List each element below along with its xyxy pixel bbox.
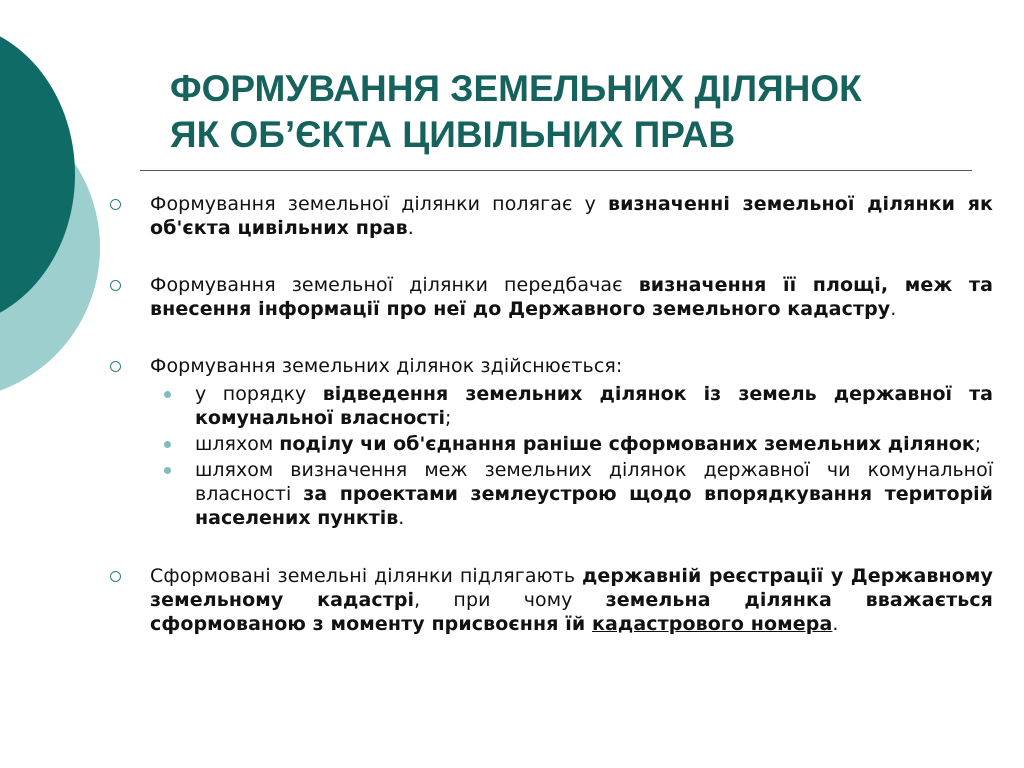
circle-bullet-icon bbox=[110, 361, 121, 372]
sub-bullet-item-3-bold: за проектами землеустрою щодо впорядкування територій населених пунктів bbox=[195, 483, 993, 529]
dot-bullet-icon bbox=[164, 467, 171, 474]
bullet-item-4-text: Сформовані земельні ділянки підлягають bbox=[150, 565, 582, 587]
dot-bullet-icon bbox=[164, 391, 171, 398]
dot-bullet-icon bbox=[164, 441, 171, 448]
circle-bullet-icon bbox=[110, 571, 121, 582]
bullet-item-1-text: Формування земельної ділянки полягає у bbox=[150, 193, 608, 215]
bullet-item-4-text-2: , при чому bbox=[414, 589, 606, 611]
sub-bullet-item-2 bbox=[195, 432, 993, 456]
circle-bullet-icon bbox=[110, 199, 121, 210]
bullet-item-3 bbox=[150, 354, 993, 378]
sub-bullet-item-1-end: ; bbox=[445, 407, 452, 429]
bullet-item-2-text: Формування земельної ділянки передбачає bbox=[150, 274, 639, 296]
bullet-item-3-text: Формування земельних ділянок здійснюється: bbox=[150, 355, 623, 377]
sub-bullet-item-1-bold: відведення земельних ділянок із земель державної та комунальної власності bbox=[195, 383, 994, 429]
sub-bullet-item-3 bbox=[195, 458, 993, 530]
sub-bullet-list bbox=[195, 382, 993, 530]
slide-title-line-1: ФОРМУВАННЯ ЗЕМЕЛЬНИХ ДІЛЯНОК bbox=[170, 68, 862, 109]
sub-bullet-item-3-text: шляхом визначення меж земельних ділянок державної чи комунальної власності bbox=[195, 459, 993, 505]
sub-bullet-item-2-end: ; bbox=[974, 433, 982, 455]
sub-bullet-item-1 bbox=[195, 382, 993, 430]
bullet-item-4-end: . bbox=[832, 613, 839, 635]
sub-bullet-item-2-text: шляхом bbox=[195, 433, 280, 455]
sub-bullet-item-2-bold: поділу чи об'єднання раніше сформованих земельних ділянок bbox=[279, 433, 975, 455]
bullet-item-4 bbox=[150, 564, 993, 636]
sub-bullet-item-1-text: у порядку bbox=[195, 383, 323, 405]
bullet-item-1-end: . bbox=[407, 217, 414, 239]
bullet-item-1-bold: визначенні земельної ділянки як об'єкта цивільних прав bbox=[150, 193, 994, 239]
bullet-item-4-bold: державній реєстрації у Державному земельному кадастрі bbox=[150, 565, 993, 611]
circle-bullet-icon bbox=[110, 280, 121, 291]
bullet-item-4-bold-2: земельна ділянка вважається сформованою з моменту присвоєння їй bbox=[150, 589, 993, 635]
bullet-item-2-end: . bbox=[890, 298, 897, 320]
bullet-item-2 bbox=[150, 273, 993, 321]
slide-title bbox=[170, 66, 990, 158]
title-divider bbox=[140, 170, 972, 171]
slide-title-line-2: ЯК ОБ’ЄКТА ЦИВІЛЬНИХ ПРАВ bbox=[170, 114, 736, 155]
bullet-item-2-bold: визначення її площі, меж та внесення інформації про неї до Державного земельного кадастру bbox=[150, 274, 993, 320]
slide-body bbox=[150, 192, 993, 669]
bullet-item-4-bold-underline: кадастрового номера bbox=[592, 613, 833, 635]
sub-bullet-item-3-end: . bbox=[398, 507, 405, 529]
bullet-item-1 bbox=[150, 192, 993, 240]
